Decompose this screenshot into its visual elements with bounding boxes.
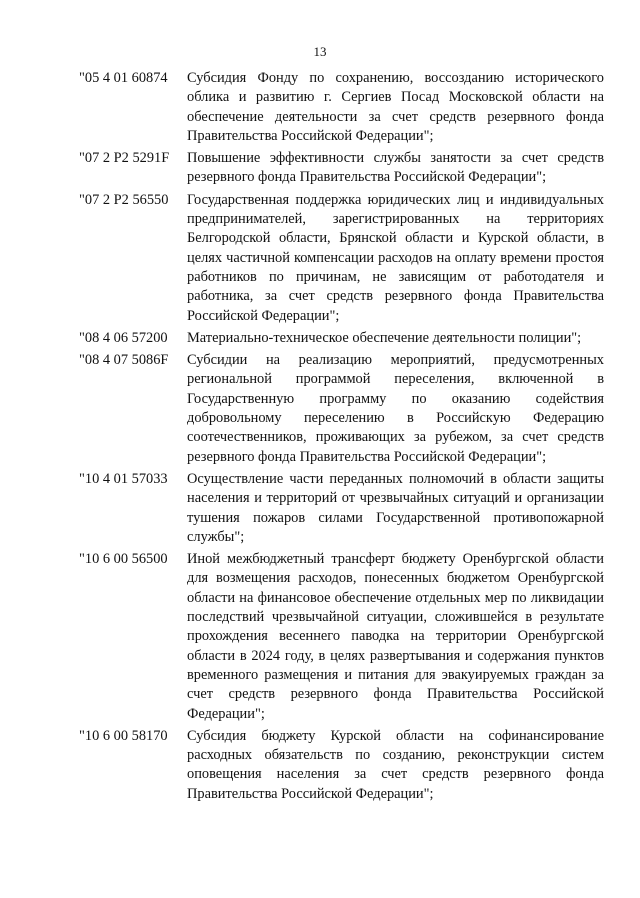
- budget-code-description: Субсидия Фонду по сохранению, воссозданию исторического облика и развитию г. Сергиев Посад Московской области на обеспечение деятельности за счет средств резервного фонда Правительства Российской Федерации";: [187, 70, 604, 144]
- list-item: [79, 351, 604, 467]
- budget-code: "08 4 06 57200: [79, 329, 168, 346]
- page-number: 13: [313, 44, 327, 59]
- list-item: [79, 69, 604, 146]
- list-item: [79, 470, 604, 547]
- budget-code-description: Иной межбюджетный трансферт бюджету Оренбургской области для возмещения расходов, понесенных бюджетом Оренбургской области на финансовое обеспечение отдельных мер по ликвидации последствий чрезвычайной ситуации, сложившейся в результате прохождения весеннего паводка на территории Оренбургской области в 2024 году, в целях развертывания и содержания пунктов временного размещения и питания для эвакуируемых граждан за счет средств резервного фонда Правительства Российской Федерации";: [187, 551, 604, 722]
- list-item: [79, 727, 604, 804]
- budget-code-description: Государственная поддержка юридических лиц и индивидуальных предпринимателей, зарегистрированных на территориях Белгородской области, Брянской области и Курской области, в целях частичной компенсации расходов на оплату времени простоя работников по причинам, не зависящим от работодателя и работника, за счет средств резервного фонда Правительства Российской Федерации";: [187, 191, 604, 324]
- budget-code: "07 2 P2 56550: [79, 191, 169, 208]
- list-item: [79, 550, 604, 724]
- budget-code-list: [79, 69, 604, 807]
- budget-code-description: Субсидия бюджету Курской области на софинансирование расходных обязательств по созданию, реконструкции систем оповещения населения за счет средств резервного фонда Правительства Российской Федерации";: [187, 727, 604, 802]
- budget-code: "10 6 00 56500: [79, 551, 168, 568]
- budget-code-description: Повышение эффективности службы занятости за счет средств резервного фонда Правительства Российской Федерации";: [187, 150, 604, 186]
- budget-code: "10 4 01 57033: [79, 470, 168, 487]
- budget-code: "05 4 01 60874: [79, 70, 168, 86]
- budget-code-description: Осуществление части переданных полномочий в области защиты населения и территорий от чрезвычайных ситуаций и организации тушения пожаров силами Государственной противопожарной службы";: [187, 470, 604, 545]
- list-item: [79, 191, 604, 326]
- list-item: [79, 329, 604, 348]
- budget-code: "10 6 00 58170: [79, 727, 168, 744]
- budget-code: "07 2 P2 5291F: [79, 150, 170, 167]
- budget-code-description: Материально-техническое обеспечение деятельности полиции";: [187, 329, 582, 346]
- budget-code: "08 4 07 5086F: [79, 352, 169, 369]
- budget-code-description: Субсидии на реализацию мероприятий, предусмотренных региональной программой переселения, включенной в Государственную программу по оказанию содействия добровольному переселению в Российскую Федерацию соотечественников, проживающих за рубежом, за счет средств резервного фонда Правительства Российской Федерации";: [187, 352, 604, 465]
- list-item: [79, 149, 604, 188]
